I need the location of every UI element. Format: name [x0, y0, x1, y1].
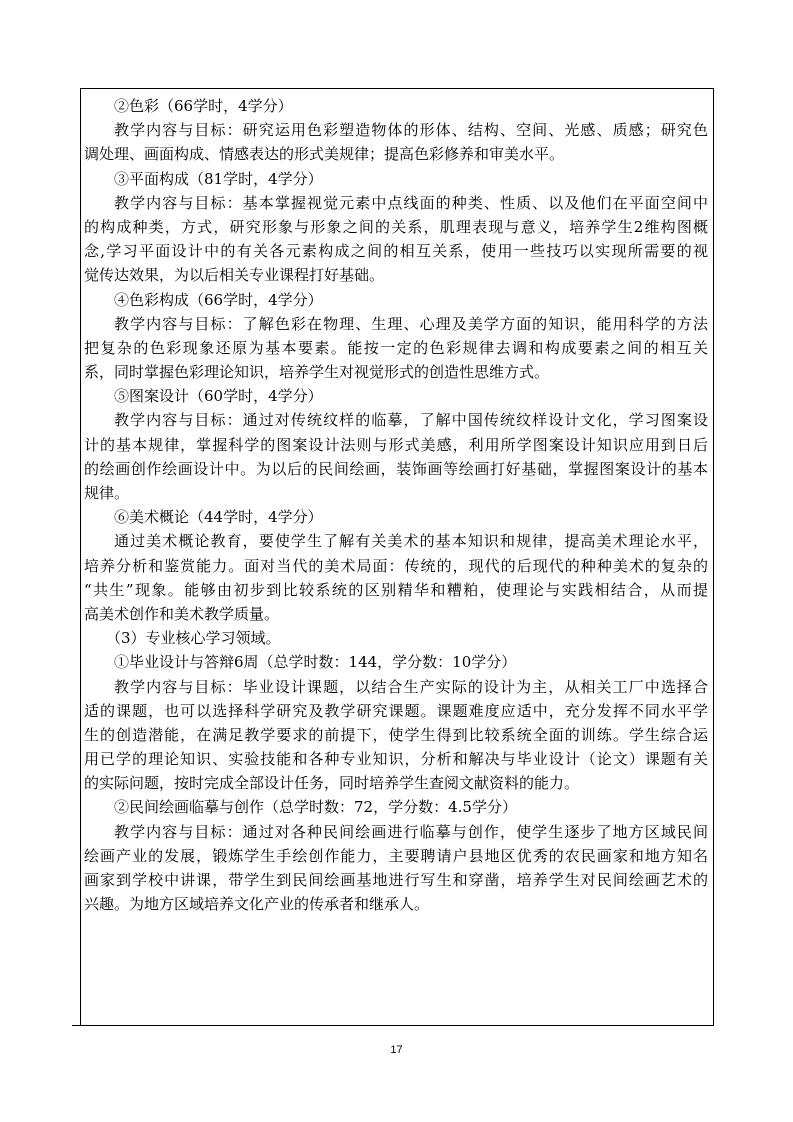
paragraph-line: 把复杂的色彩现象还原为基本要素。能按一定的色彩规律去调和构成要素之间的相互关 — [84, 338, 708, 357]
course-heading-graduation-design: ①毕业设计与答辩6周（总学时数：144，学分数：10学分） — [114, 653, 517, 672]
paragraph-line: 计的基本规律，掌握科学的图案设计法则与形式美感，利用所学图案设计知识应用到日后 — [84, 435, 708, 454]
paragraph-line: 画家到学校中讲课，带学生到民间绘画基地进行写生和穿凿，培养学生对民间绘画艺术的 — [84, 871, 708, 889]
paragraph-line: 生的创造潜能，在满足教学要求的前提下，使学生得到比较系统全面的训练。学生综合运 — [84, 725, 708, 744]
paragraph-line: 教学内容与目标：研究运用色彩塑造物体的形体、结构、空间、光感、质感；研究色 — [114, 121, 708, 140]
paragraph-line: 教学内容与目标：通过对传统纹样的临摹，了解中国传统纹样设计文化，学习图案设 — [114, 411, 708, 430]
paragraph-line: 高美术创作和美术教学质量。 — [84, 604, 280, 623]
paragraph-line: 系，同时掌握色彩理论知识，培养学生对视觉形式的创造性思维方式。 — [84, 363, 550, 382]
paragraph-line: 教学内容与目标：了解色彩在物理、生理、心理及美学方面的知识，能用科学的方法 — [114, 314, 708, 333]
paragraph-line: 的实际问题，按时完成全部设计任务，同时培养学生查阅文献资料的能力。 — [84, 774, 580, 793]
paragraph-line: 培养分析和鉴赏能力。面对当代的美术局面：传统的，现代的后现代的种种美术的复杂的 — [84, 556, 708, 575]
paragraph-line: 适的课题，也可以选择科学研究及教学研究课题。课题难度应适中，充分发挥不同水平学 — [84, 701, 708, 720]
paragraph-line: 兴趣。为地方区域培养文化产业的传承者和继承人。 — [84, 895, 430, 914]
paragraph-line: 绘画产业的发展，锻炼学生手绘创作能力，主要聘请户县地区优秀的农民画家和地方知名 — [84, 846, 708, 865]
page-number: 17 — [390, 1044, 403, 1056]
course-heading-folk-painting: ②民间绘画临摹与创作（总学时数：72，学分数：4.5学分） — [114, 798, 517, 817]
section-heading-core-learning: （3）专业核心学习领域。 — [106, 629, 281, 648]
paragraph-line: 觉传达效果，为以后相关专业课程打好基础。 — [84, 266, 385, 285]
paragraph-line: 念,学习平面设计中的有关各元素构成之间的相互关系，使用一些技巧以实现所需要的视 — [84, 242, 708, 261]
document-body — [84, 94, 708, 916]
paragraph-line: 教学内容与目标：通过对各种民间绘画进行临摹与创作，使学生逐步了地方区域民间 — [114, 822, 708, 841]
course-heading-art-introduction: ⑥美术概论（44学时，4学分） — [114, 508, 323, 527]
paragraph-line: 规律。 — [84, 484, 130, 502]
paragraph-line: 教学内容与目标：毕业设计课题，以结合生产实际的设计为主，从相关工厂中选择合 — [114, 677, 708, 696]
table-bottom-rule — [72, 1025, 714, 1026]
paragraph-line: 的绘画创作绘画设计中。为以后的民间绘画，装饰画等绘画打好基础，掌握图案设计的基本 — [84, 459, 708, 478]
paragraph-line: “共生”现象。能够由初步到比较系统的区别精华和糟粕，使理论与实践相结合，从而提 — [84, 580, 708, 599]
course-heading-pattern-design: ⑤图案设计（60学时，4学分） — [114, 387, 323, 406]
paragraph-line: 的构成种类，方式，研究形象与形象之间的关系，肌理表现与意义，培养学生2维构图概 — [84, 217, 708, 236]
paragraph-line: 通过美术概论教育，要使学生了解有关美术的基本知识和规律，提高美术理论水平， — [114, 532, 708, 551]
paragraph-line: 教学内容与目标：基本掌握视觉元素中点线面的种类、性质、以及他们在平面空间中 — [114, 193, 708, 212]
paragraph-line: 调处理、画面构成、情感表达的形式美规律；提高色彩修养和审美水平。 — [84, 145, 565, 164]
paragraph-line: 用已学的理论知识、实验技能和各种专业知识，分析和解决与毕业设计（论文）课题有关 — [84, 750, 708, 769]
course-heading-color-composition: ④色彩构成（66学时，4学分） — [114, 290, 323, 309]
course-heading-plane-composition: ③平面构成（81学时，4学分） — [114, 169, 323, 188]
course-heading-color: ②色彩（66学时，4学分） — [114, 97, 293, 115]
